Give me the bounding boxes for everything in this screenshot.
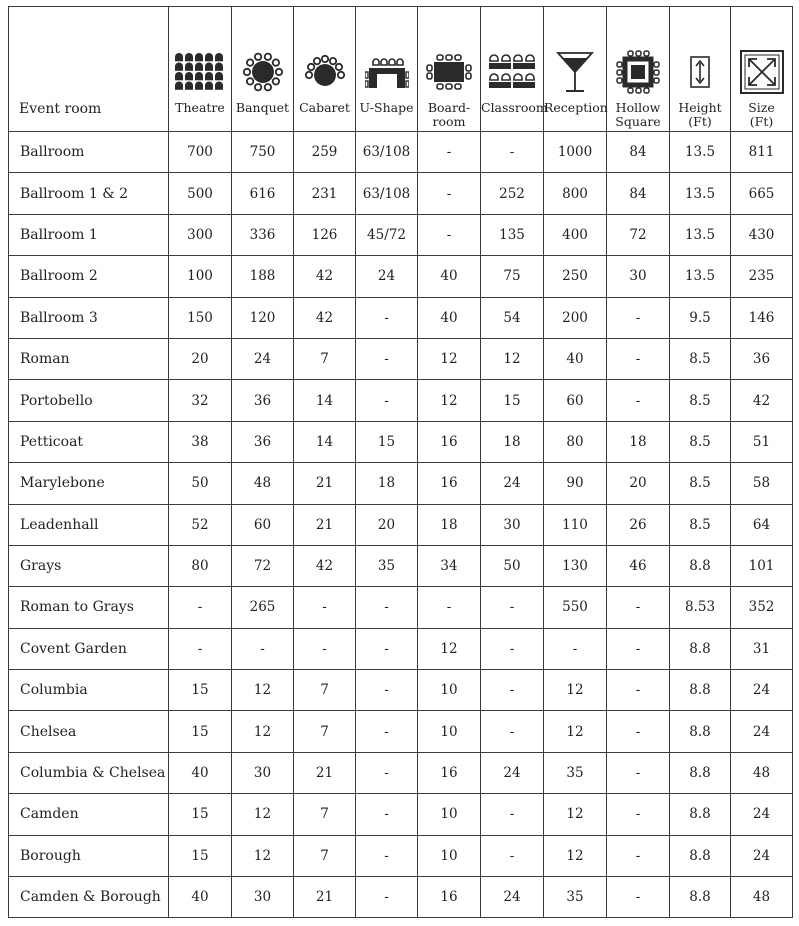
cell-theatre: 15 [169,835,232,876]
table-row [9,670,793,711]
cell-boardroom: - [418,173,481,214]
cell-cabaret: 21 [294,752,356,793]
cell-classroom: - [481,587,544,628]
column-header-hollow [607,7,670,132]
column-header-boardroom [418,7,481,132]
cell-classroom: 252 [481,173,544,214]
classroom-icon [481,43,543,101]
cabaret-table-icon [294,43,355,101]
cell-reception: - [544,628,607,669]
cell-size: 430 [731,214,793,255]
cell-theatre: 20 [169,338,232,379]
column-label-line: Board- [427,100,471,115]
cell-hollow: 46 [607,545,670,586]
cell-size: 101 [731,545,793,586]
column-label-line: (Ft) [749,114,774,129]
column-label-hollow [607,101,669,131]
cell-height: 8.8 [670,877,731,918]
cell-ushape: - [356,794,418,835]
cell-ushape: 63/108 [356,132,418,173]
cell-classroom: 15 [481,380,544,421]
cell-theatre: - [169,587,232,628]
cell-ushape: 18 [356,463,418,504]
cell-hollow: - [607,711,670,752]
table-row [9,794,793,835]
room-name: Camden & Borough [9,877,169,918]
cell-classroom: - [481,794,544,835]
cell-size: 31 [731,628,793,669]
cell-cabaret: 126 [294,214,356,255]
header-row [9,7,793,132]
column-label-line: room [432,114,466,129]
room-name: Marylebone [9,463,169,504]
cell-theatre: 100 [169,256,232,297]
cell-boardroom: 16 [418,877,481,918]
table-row [9,463,793,504]
cell-reception: 110 [544,504,607,545]
cell-banquet: 72 [232,545,294,586]
cell-reception: 40 [544,338,607,379]
cocktail-glass-icon [544,43,606,101]
cell-hollow: - [607,338,670,379]
cell-cabaret: 7 [294,338,356,379]
cell-cabaret: 7 [294,670,356,711]
theatre-seating-icon [169,43,231,101]
table-row [9,628,793,669]
column-header-height [670,7,731,132]
room-name: Covent Garden [9,628,169,669]
cell-banquet: 336 [232,214,294,255]
cell-theatre: 40 [169,752,232,793]
cell-ushape: 15 [356,421,418,462]
table-row [9,338,793,379]
cell-height: 8.5 [670,421,731,462]
cell-cabaret: 7 [294,835,356,876]
cell-height: 8.8 [670,628,731,669]
column-label-ushape: U-Shape [359,100,414,115]
room-name: Portobello [9,380,169,421]
table-row [9,877,793,918]
cell-ushape: - [356,752,418,793]
cell-boardroom: 10 [418,711,481,752]
cell-banquet: 750 [232,132,294,173]
u-shape-icon [356,43,417,101]
cell-reception: 400 [544,214,607,255]
table-row [9,421,793,462]
room-name: Ballroom 1 & 2 [9,173,169,214]
cell-cabaret: - [294,628,356,669]
height-arrow-icon [670,43,730,101]
cell-boardroom: 10 [418,670,481,711]
column-label-line: Square [615,114,661,129]
cell-ushape: 24 [356,256,418,297]
table-row [9,711,793,752]
room-name: Columbia & Chelsea [9,752,169,793]
cell-banquet: 36 [232,421,294,462]
column-label-line: Hollow [615,100,661,115]
cell-size: 48 [731,752,793,793]
room-name: Ballroom 1 [9,214,169,255]
banquet-table-icon [232,43,293,101]
column-label-cabaret: Cabaret [299,100,350,115]
cell-banquet: 12 [232,670,294,711]
cell-banquet: 12 [232,835,294,876]
table-row [9,752,793,793]
capacity-table [8,6,793,918]
room-name: Petticoat [9,421,169,462]
cell-cabaret: 7 [294,794,356,835]
table-row [9,504,793,545]
cell-reception: 80 [544,421,607,462]
cell-hollow: 84 [607,173,670,214]
cell-classroom: 18 [481,421,544,462]
cell-ushape: - [356,338,418,379]
cell-hollow: 18 [607,421,670,462]
cell-cabaret: 259 [294,132,356,173]
column-header-classroom [481,7,548,132]
event-room-label: Event room [19,101,102,117]
room-name: Roman [9,338,169,379]
cell-banquet: 30 [232,877,294,918]
cell-classroom: 50 [481,545,544,586]
cell-hollow: - [607,587,670,628]
column-header-ushape [356,7,418,132]
cell-cabaret: 21 [294,463,356,504]
cell-classroom: 12 [481,338,544,379]
cell-reception: 130 [544,545,607,586]
cell-hollow: 20 [607,463,670,504]
column-header-banquet [232,7,294,132]
cell-reception: 250 [544,256,607,297]
column-header-size [731,7,793,132]
cell-ushape: - [356,297,418,338]
cell-banquet: 12 [232,711,294,752]
cell-size: 24 [731,670,793,711]
cell-cabaret: 21 [294,877,356,918]
cell-hollow: 30 [607,256,670,297]
cell-reception: 35 [544,752,607,793]
cell-cabaret: 21 [294,504,356,545]
cell-boardroom: 12 [418,380,481,421]
room-name: Ballroom 3 [9,297,169,338]
cell-height: 8.8 [670,794,731,835]
cell-theatre: 38 [169,421,232,462]
cell-banquet: 616 [232,173,294,214]
cell-reception: 1000 [544,132,607,173]
cell-boardroom: 18 [418,504,481,545]
cell-size: 352 [731,587,793,628]
cell-hollow: - [607,297,670,338]
cell-reception: 12 [544,794,607,835]
cell-ushape: 63/108 [356,173,418,214]
cell-height: 8.8 [670,670,731,711]
cell-size: 48 [731,877,793,918]
cell-ushape: - [356,587,418,628]
cell-size: 42 [731,380,793,421]
room-name: Grays [9,545,169,586]
cell-hollow: 84 [607,132,670,173]
cell-classroom: 24 [481,463,544,504]
cell-banquet: 265 [232,587,294,628]
cell-classroom: 24 [481,877,544,918]
cell-size: 51 [731,421,793,462]
cell-height: 13.5 [670,256,731,297]
cell-cabaret: 14 [294,421,356,462]
cell-banquet: 36 [232,380,294,421]
cell-hollow: - [607,752,670,793]
cell-classroom: - [481,132,544,173]
cell-height: 8.53 [670,587,731,628]
cell-size: 36 [731,338,793,379]
column-label-height [670,101,730,131]
cell-size: 58 [731,463,793,504]
cell-classroom: - [481,711,544,752]
table-row [9,256,793,297]
table-row [9,587,793,628]
cell-boardroom: 16 [418,421,481,462]
cell-theatre: 15 [169,711,232,752]
cell-size: 811 [731,132,793,173]
cell-banquet: 120 [232,297,294,338]
cell-cabaret: 7 [294,711,356,752]
cell-hollow: - [607,794,670,835]
cell-size: 146 [731,297,793,338]
cell-boardroom: 16 [418,463,481,504]
cell-banquet: - [232,628,294,669]
cell-boardroom: 34 [418,545,481,586]
cell-reception: 90 [544,463,607,504]
cell-boardroom: - [418,587,481,628]
cell-size: 24 [731,835,793,876]
cell-boardroom: 12 [418,628,481,669]
column-label-reception: Reception [544,100,608,115]
cell-boardroom: - [418,214,481,255]
cell-hollow: - [607,835,670,876]
cell-size: 235 [731,256,793,297]
cell-theatre: 300 [169,214,232,255]
room-name: Ballroom 2 [9,256,169,297]
cell-height: 9.5 [670,297,731,338]
cell-banquet: 12 [232,794,294,835]
table-row [9,214,793,255]
cell-hollow: - [607,628,670,669]
cell-ushape: 20 [356,504,418,545]
hollow-square-icon [607,43,669,101]
cell-theatre: 40 [169,877,232,918]
cell-boardroom: 40 [418,297,481,338]
room-name: Columbia [9,670,169,711]
cell-height: 8.8 [670,711,731,752]
cell-size: 24 [731,711,793,752]
cell-classroom: - [481,835,544,876]
cell-banquet: 60 [232,504,294,545]
table-row [9,297,793,338]
cell-size: 64 [731,504,793,545]
cell-reception: 12 [544,670,607,711]
cell-reception: 200 [544,297,607,338]
cell-classroom: 75 [481,256,544,297]
cell-cabaret: 42 [294,256,356,297]
cell-cabaret: - [294,587,356,628]
table-row [9,173,793,214]
table-body [9,132,793,918]
cell-height: 8.8 [670,835,731,876]
cell-cabaret: 42 [294,297,356,338]
cell-reception: 35 [544,877,607,918]
cell-classroom: 24 [481,752,544,793]
cell-boardroom: 12 [418,338,481,379]
room-name: Ballroom [9,132,169,173]
column-label-theatre: Theatre [175,100,225,115]
table-row [9,132,793,173]
column-label-line: Height [678,100,722,115]
cell-classroom: - [481,670,544,711]
cell-ushape: - [356,380,418,421]
cell-height: 8.8 [670,545,731,586]
cell-ushape: 35 [356,545,418,586]
column-label-line: (Ft) [688,114,712,129]
cell-theatre: 500 [169,173,232,214]
cell-ushape: - [356,670,418,711]
cell-theatre: 52 [169,504,232,545]
cell-height: 13.5 [670,173,731,214]
column-label-boardroom [418,101,480,131]
cell-boardroom: 16 [418,752,481,793]
event-room-header [9,7,169,132]
column-header-cabaret [294,7,356,132]
room-name: Borough [9,835,169,876]
cell-classroom: 135 [481,214,544,255]
cell-height: 13.5 [670,132,731,173]
cell-height: 8.8 [670,752,731,793]
room-name: Chelsea [9,711,169,752]
boardroom-table-icon [418,43,480,101]
column-header-theatre [169,7,232,132]
cell-hollow: 26 [607,504,670,545]
table-row [9,545,793,586]
cell-ushape: - [356,711,418,752]
cell-reception: 550 [544,587,607,628]
cell-boardroom: 10 [418,835,481,876]
cell-banquet: 30 [232,752,294,793]
room-name: Leadenhall [9,504,169,545]
cell-reception: 12 [544,835,607,876]
cell-theatre: 700 [169,132,232,173]
cell-theatre: 32 [169,380,232,421]
cell-hollow: - [607,380,670,421]
cell-height: 8.5 [670,338,731,379]
cell-banquet: 48 [232,463,294,504]
column-label-line: Size [748,100,775,115]
cell-theatre: 15 [169,794,232,835]
cell-height: 8.5 [670,504,731,545]
cell-banquet: 188 [232,256,294,297]
cell-cabaret: 14 [294,380,356,421]
cell-boardroom: 10 [418,794,481,835]
cell-height: 13.5 [670,214,731,255]
column-label-size [731,101,792,131]
table-row [9,835,793,876]
room-name: Camden [9,794,169,835]
cell-theatre: 50 [169,463,232,504]
cell-classroom: 54 [481,297,544,338]
cell-reception: 800 [544,173,607,214]
cell-height: 8.5 [670,463,731,504]
cell-size: 24 [731,794,793,835]
cell-reception: 60 [544,380,607,421]
cell-classroom: - [481,628,544,669]
cell-cabaret: 231 [294,173,356,214]
cell-size: 665 [731,173,793,214]
cell-theatre: 150 [169,297,232,338]
cell-ushape: - [356,835,418,876]
cell-ushape: - [356,628,418,669]
room-name: Roman to Grays [9,587,169,628]
cell-reception: 12 [544,711,607,752]
cell-boardroom: 40 [418,256,481,297]
cell-theatre: 15 [169,670,232,711]
cell-classroom: 30 [481,504,544,545]
cell-hollow: - [607,877,670,918]
cell-height: 8.5 [670,380,731,421]
cell-hollow: - [607,670,670,711]
cell-hollow: 72 [607,214,670,255]
cell-ushape: 45/72 [356,214,418,255]
cell-cabaret: 42 [294,545,356,586]
table-row [9,380,793,421]
expand-arrows-icon [731,43,792,101]
column-label-classroom: Classroom [481,100,548,115]
cell-ushape: - [356,877,418,918]
cell-boardroom: - [418,132,481,173]
cell-banquet: 24 [232,338,294,379]
column-header-reception [544,7,607,132]
cell-theatre: 80 [169,545,232,586]
column-label-banquet: Banquet [235,100,290,115]
cell-theatre: - [169,628,232,669]
